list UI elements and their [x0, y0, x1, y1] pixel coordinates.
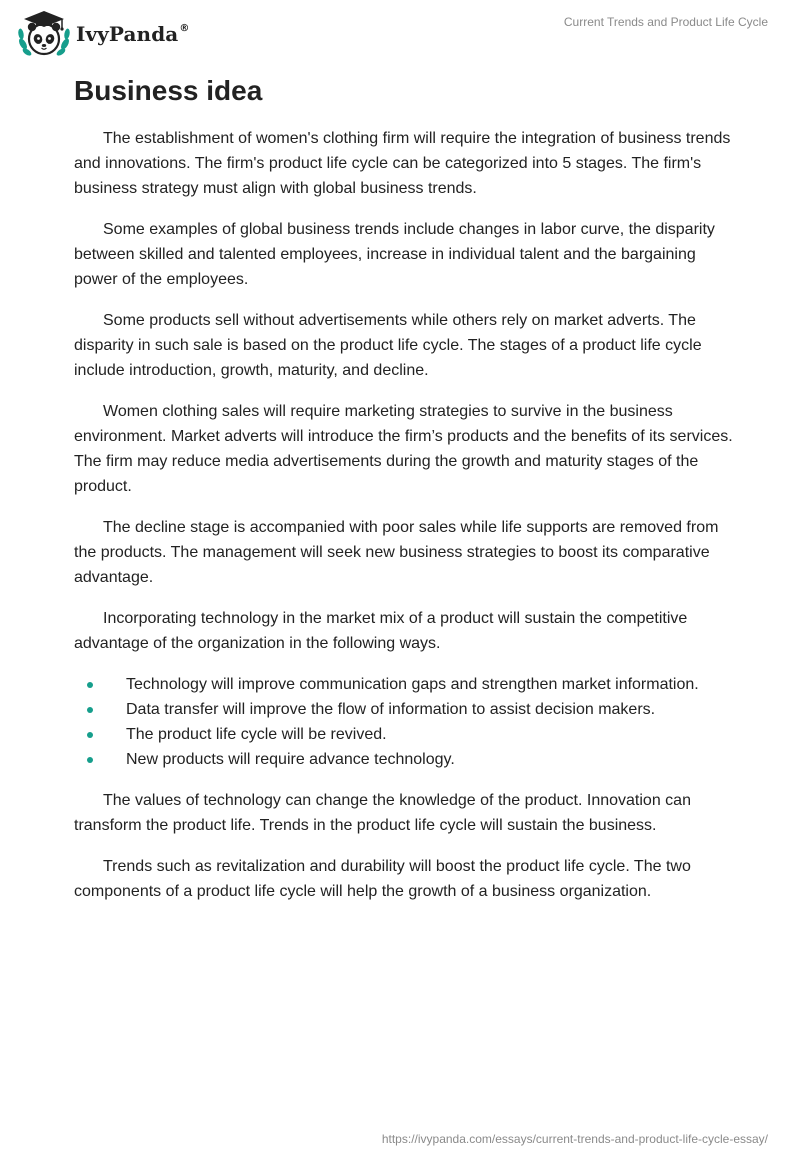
bullet-list	[74, 672, 734, 772]
paragraph: Incorporating technology in the market mix of a product will sustain the competitive advantage of the organization in the following ways.	[74, 610, 688, 652]
page-header	[0, 0, 800, 70]
list-item-text: New products will require advance technology.	[126, 751, 455, 768]
document-title: Current Trends and Product Life Cycle	[563, 15, 768, 29]
brand-logo[interactable]	[14, 8, 189, 60]
paragraph: The decline stage is accompanied with poor sales while life supports are removed from the products. The management will seek new business strategies to boost its comparative advantage.	[74, 519, 719, 586]
source-url[interactable]: https://ivypanda.com/essays/current-trends-and-product-life-cycle-essay/	[381, 1132, 768, 1146]
paragraph: Women clothing sales will require marketing strategies to survive in the business environment. Market adverts will introduce the firm’s products and the benefits of its services. The firm may reduce media advertisements during the growth and maturity stages of the product.	[74, 403, 733, 495]
paragraph: Some examples of global business trends include changes in labor curve, the disparity between skilled and talented employees, increase in individual talent and the bargaining power of the employees.	[74, 221, 715, 288]
brand-name: IvyPanda®	[76, 22, 190, 46]
list-item-text: The product life cycle will be revived.	[126, 726, 387, 743]
list-item	[74, 672, 734, 697]
list-item-text: Data transfer will improve the flow of information to assist decision makers.	[126, 701, 656, 718]
article-body	[74, 72, 734, 920]
list-item-text: Technology will improve communication gaps and strengthen market information.	[126, 676, 699, 693]
bullet-dot-icon	[87, 682, 93, 688]
list-item	[74, 697, 734, 722]
paragraph: The establishment of women's clothing firm will require the integration of business trends and innovations. The firm's product life cycle can be categorized into 5 stages. The firm's business strategy must align with global business trends.	[74, 130, 731, 197]
bullet-dot-icon	[87, 757, 93, 763]
panda-graduate-icon	[14, 8, 74, 60]
bullet-dot-icon	[87, 732, 93, 738]
bullet-dot-icon	[87, 707, 93, 713]
paragraph: Trends such as revitalization and durability will boost the product life cycle. The two components of a product life cycle will help the growth of a business organization.	[74, 858, 691, 900]
paragraph: The values of technology can change the knowledge of the product. Innovation can transform the product life. Trends in the product life cycle will sustain the business.	[74, 792, 691, 834]
brand-registered-mark: ®	[179, 23, 190, 34]
list-item	[74, 747, 734, 772]
section-heading: Business idea	[74, 75, 263, 106]
list-item	[74, 722, 734, 747]
paragraph: Some products sell without advertisements while others rely on market adverts. The disparity in such sale is based on the product life cycle. The stages of a product life cycle include introduction, growth, maturity, and decline.	[74, 312, 702, 379]
